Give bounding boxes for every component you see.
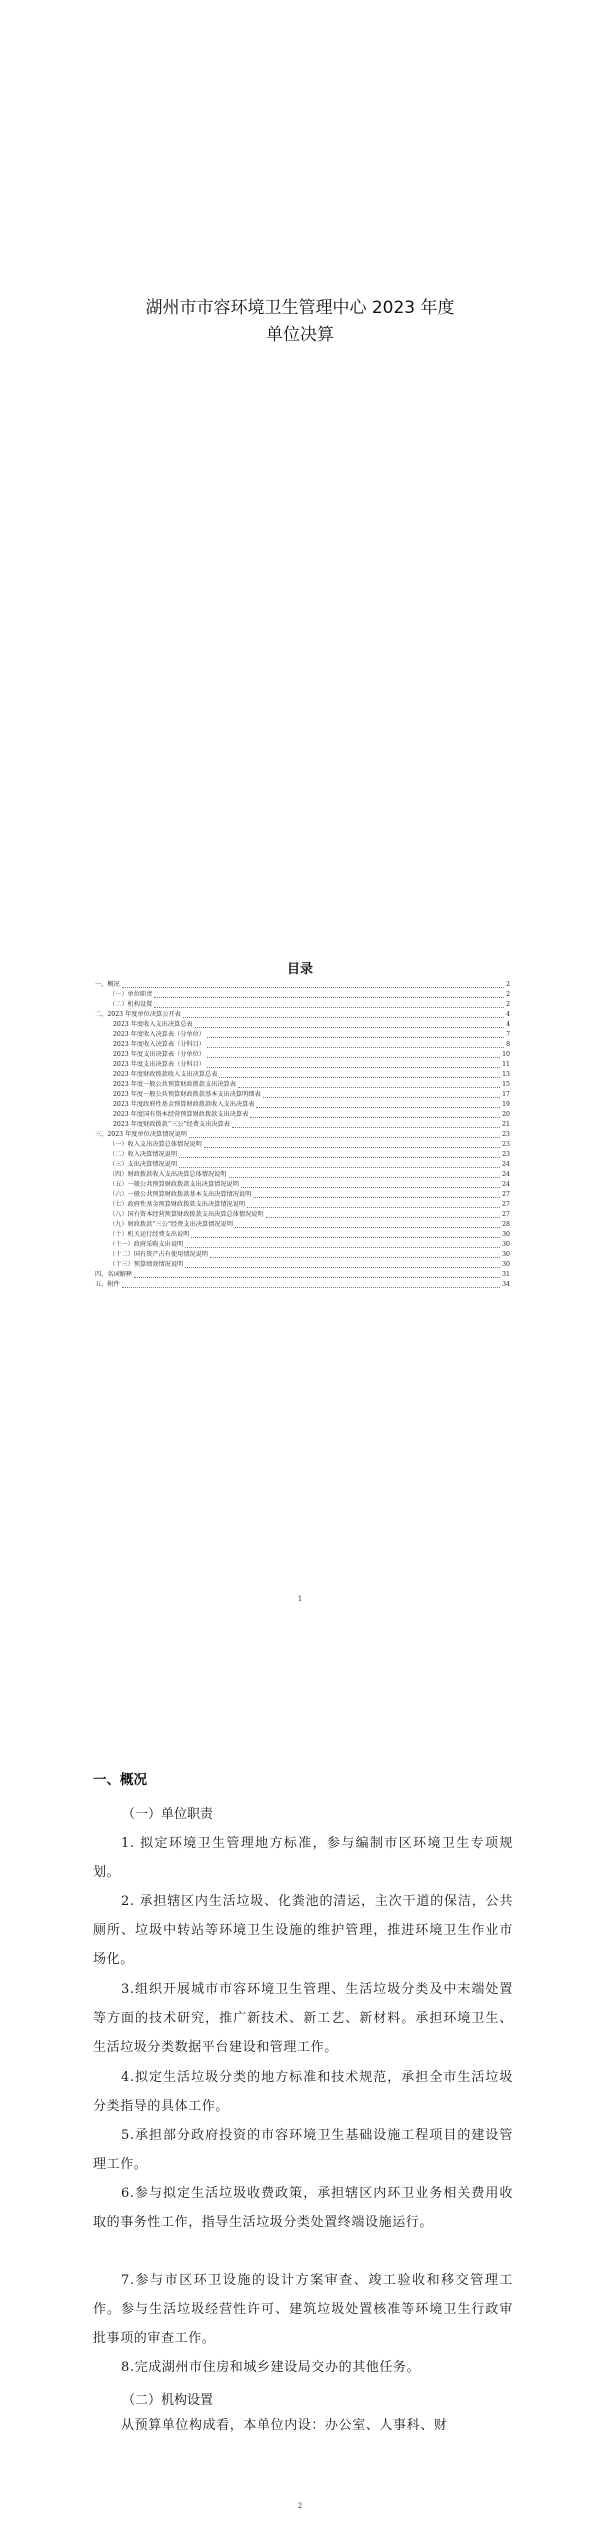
toc-item-label: （四）财政拨款收入支出决算总体情况说明 <box>109 1171 227 1178</box>
toc-item[interactable] <box>95 1270 510 1280</box>
toc-item-label: 2023 年度一般公共预算财政拨款支出决算表 <box>113 1081 236 1088</box>
toc-item-label: 2023 年度支出决算表（分单位） <box>113 1051 205 1058</box>
cover-title-line2: 单位决算 <box>266 325 334 345</box>
toc-leader-dots <box>185 1267 500 1268</box>
toc-item-label: 三、2023 年度单位决算情况说明 <box>95 1131 187 1138</box>
duty-paragraph-7: 7.参与市区环卫设施的设计方案审查、竣工验收和移交管理工作。参与生活垃圾经营性许可、建筑垃圾处置核准等环境卫生行政审批事项的审查工作。 <box>93 2273 513 2346</box>
toc-leader-dots <box>263 1097 500 1098</box>
org-structure-paragraph: 从预算单位构成看，本单位内设：办公室、人事科、财 <box>121 2418 448 2433</box>
toc-item-page: 27 <box>502 1211 510 1218</box>
toc-item-page: 23 <box>502 1151 510 1158</box>
toc-item[interactable] <box>95 1140 510 1150</box>
toc-item-label: （八）国有资本经营预算财政拨款支出决算总体情况说明 <box>109 1211 264 1218</box>
toc-item-label: （二）机构设置 <box>109 1001 153 1008</box>
toc-item-page: 31 <box>502 1271 510 1278</box>
cover-title-line1: 湖州市市容环境卫生管理中心 2023 年度 <box>145 298 455 318</box>
toc-leader-dots <box>207 1067 500 1068</box>
toc-leader-dots <box>191 1237 500 1238</box>
toc-item[interactable] <box>95 1020 510 1030</box>
toc-leader-dots <box>185 1247 500 1248</box>
duty-paragraph-6: 6.参与拟定生活垃圾收费政策，承担辖区内环卫业务相关费用收取的事务性工作，指导生活垃圾分类处置终端设施运行。 <box>93 2186 513 2230</box>
toc-leader-dots <box>189 1137 500 1138</box>
toc-leader-dots <box>207 1037 504 1038</box>
toc-item[interactable] <box>95 1180 510 1190</box>
toc-item-page: 10 <box>502 1051 510 1058</box>
toc-item-label: 2023 年度财政拨款“三公”经费支出决算表 <box>113 1121 230 1128</box>
toc-item[interactable] <box>95 1120 510 1130</box>
toc-item-page: 7 <box>506 1031 510 1038</box>
toc-item-label: （十二）国有资产占有使用情况说明 <box>109 1251 208 1258</box>
toc-leader-dots <box>235 1227 500 1228</box>
toc-item[interactable] <box>95 1070 510 1080</box>
toc-leader-dots <box>183 1017 504 1018</box>
toc-item-page: 2 <box>506 1001 510 1008</box>
toc-item-label: （一）收入支出决算总体情况说明 <box>109 1141 202 1148</box>
toc-item-page: 30 <box>502 1251 510 1258</box>
toc-item-page: 34 <box>502 1281 510 1288</box>
toc-item-page: 20 <box>502 1111 510 1118</box>
toc-item[interactable] <box>95 1210 510 1220</box>
toc-item-page: 11 <box>502 1061 510 1068</box>
toc-leader-dots <box>256 1107 500 1108</box>
toc-item-page: 19 <box>502 1101 510 1108</box>
toc-item[interactable] <box>95 1250 510 1260</box>
toc-item-label: 2023 年度一般公共预算财政拨款基本支出决算明细表 <box>113 1091 261 1098</box>
toc-item[interactable] <box>95 1060 510 1070</box>
toc-item-label: 2023 年度收入支出决算总表 <box>113 1021 193 1028</box>
toc-item-label: （二）收入决算情况说明 <box>109 1151 178 1158</box>
toc-item-label: 2023 年度政府性基金预算财政拨款收入支出决算表 <box>113 1101 255 1108</box>
toc-item-label: （十）机关运行经费支出说明 <box>109 1231 190 1238</box>
toc-item[interactable] <box>95 1280 510 1290</box>
toc-item-page: 8 <box>506 1041 510 1048</box>
toc-page-number: 1 <box>297 1595 303 1603</box>
toc-item-label: （六）一般公共预算财政拨款基本支出决算情况说明 <box>109 1191 252 1198</box>
toc-item-page: 15 <box>502 1081 510 1088</box>
toc-item[interactable] <box>95 1050 510 1060</box>
toc-leader-dots <box>154 997 504 998</box>
toc-item-page: 30 <box>502 1231 510 1238</box>
toc-leader-dots <box>122 1287 500 1288</box>
subheading-unit-duties: （一）单位职责 <box>122 1807 214 1822</box>
toc-item[interactable] <box>95 980 510 990</box>
toc-item-page: 23 <box>502 1131 510 1138</box>
toc-item[interactable] <box>95 1190 510 1200</box>
toc-item[interactable] <box>95 1130 510 1140</box>
toc-item[interactable] <box>95 1030 510 1040</box>
toc-item-label: （三）支出决算情况说明 <box>109 1161 178 1168</box>
toc-item[interactable] <box>95 1010 510 1020</box>
toc-item[interactable] <box>95 1080 510 1090</box>
duty-paragraph-8: 8.完成湖州市住房和城乡建设局交办的其他任务。 <box>121 2360 421 2375</box>
toc-leader-dots <box>247 1207 500 1208</box>
toc-item-label: 2023 年度收入决算表（分科目） <box>113 1041 205 1048</box>
section-heading-overview: 一、概况 <box>93 1772 147 1788</box>
toc-item-label: 2023 年度收入决算表（分单位） <box>113 1031 205 1038</box>
toc-item-label: 四、名词解释 <box>95 1271 133 1278</box>
table-of-contents <box>95 980 510 1290</box>
toc-item[interactable] <box>95 1170 510 1180</box>
toc-leader-dots <box>241 1187 500 1188</box>
toc-item-label: 五、附件 <box>95 1281 120 1288</box>
toc-leader-dots <box>253 1197 500 1198</box>
toc-item-page: 24 <box>502 1171 510 1178</box>
toc-item-page: 24 <box>502 1161 510 1168</box>
subheading-org-structure: （二）机构设置 <box>122 2393 214 2408</box>
duty-paragraph-3: 3.组织开展城市市容环境卫生管理、生活垃圾分类及中末端处置等方面的技术研究，推广新技术、新工艺、新材料。承担环境卫生、生活垃圾分类数据平台建设和管理工作。 <box>93 1982 513 2055</box>
toc-item-label: （九）财政拨款“三公”经费支出决算情况说明 <box>109 1221 233 1228</box>
toc-leader-dots <box>122 987 504 988</box>
toc-item-page: 27 <box>502 1191 510 1198</box>
toc-item-page: 2 <box>506 991 510 998</box>
toc-item[interactable] <box>95 990 510 1000</box>
toc-item-page: 28 <box>502 1221 510 1228</box>
toc-leader-dots <box>179 1167 500 1168</box>
toc-leader-dots <box>179 1157 500 1158</box>
toc-item-page: 27 <box>502 1201 510 1208</box>
toc-leader-dots <box>207 1057 500 1058</box>
toc-item-label: （十三）预算绩效情况说明 <box>109 1261 184 1268</box>
toc-leader-dots <box>219 1077 500 1078</box>
duty-paragraph-2: 2. 承担辖区内生活垃圾、化粪池的清运，主次干道的保洁，公共厕所、垃圾中转站等环境卫生设施的维护管理，推进环境卫生作业市场化。 <box>93 1894 513 1967</box>
toc-leader-dots <box>250 1117 500 1118</box>
toc-leader-dots <box>210 1257 500 1258</box>
toc-item[interactable] <box>95 1260 510 1270</box>
toc-leader-dots <box>134 1277 500 1278</box>
toc-item-page: 30 <box>502 1261 510 1268</box>
toc-item[interactable] <box>95 1200 510 1210</box>
toc-item-label: 2023 年度支出决算表（分科目） <box>113 1061 205 1068</box>
toc-item-page: 4 <box>506 1011 510 1018</box>
toc-item[interactable] <box>95 1100 510 1110</box>
toc-item-label: （五）一般公共预算财政拨款支出决算情况说明 <box>109 1181 239 1188</box>
toc-item-page: 17 <box>502 1091 510 1098</box>
toc-item-page: 2 <box>506 981 510 988</box>
toc-leader-dots <box>207 1047 504 1048</box>
toc-item[interactable] <box>95 1040 510 1050</box>
toc-item-label: 二、2023 年度单位决算公开表 <box>95 1011 181 1018</box>
toc-item[interactable] <box>95 1150 510 1160</box>
toc-item[interactable] <box>95 1220 510 1230</box>
toc-item[interactable] <box>95 1230 510 1240</box>
toc-leader-dots <box>204 1147 500 1148</box>
duty-paragraph-1: 1. 拟定环境卫生管理地方标准，参与编制市区环境卫生专项规划。 <box>93 1836 513 1880</box>
toc-item-label: （十一）政府采购支出说明 <box>109 1241 184 1248</box>
toc-item-label: 2023 年度国有资本经营预算财政拨款支出决算表 <box>113 1111 249 1118</box>
toc-item[interactable] <box>95 1240 510 1250</box>
duty-paragraph-4: 4.拟定生活垃圾分类的地方标准和技术规范，承担全市生活垃圾分类指导的具体工作。 <box>93 2070 513 2114</box>
toc-leader-dots <box>266 1217 500 1218</box>
toc-leader-dots <box>229 1177 501 1178</box>
toc-heading: 目录 <box>286 962 313 977</box>
toc-item[interactable] <box>95 1090 510 1100</box>
toc-item[interactable] <box>95 1000 510 1010</box>
duty-paragraph-5: 5.承担部分政府投资的市容环境卫生基础设施工程项目的建设管理工作。 <box>93 2128 513 2172</box>
toc-item-label: 2023 年度财政拨款收入支出决算总表 <box>113 1071 218 1078</box>
body-page-number: 2 <box>297 2502 303 2510</box>
toc-item[interactable] <box>95 1110 510 1120</box>
toc-item-page: 30 <box>502 1241 510 1248</box>
toc-leader-dots <box>238 1087 500 1088</box>
toc-item-page: 13 <box>502 1071 510 1078</box>
toc-item-page: 4 <box>506 1021 510 1028</box>
toc-leader-dots <box>154 1007 504 1008</box>
toc-item-label: 一、概况 <box>95 981 120 988</box>
toc-item-page: 24 <box>502 1181 510 1188</box>
toc-item-page: 23 <box>502 1141 510 1148</box>
toc-item-label: （一）单位职责 <box>109 991 153 998</box>
toc-item-page: 21 <box>502 1121 510 1128</box>
toc-item-label: （七）政府性基金预算财政拨款支出决算情况说明 <box>109 1201 246 1208</box>
toc-leader-dots <box>195 1027 504 1028</box>
toc-item[interactable] <box>95 1160 510 1170</box>
toc-leader-dots <box>232 1127 500 1128</box>
